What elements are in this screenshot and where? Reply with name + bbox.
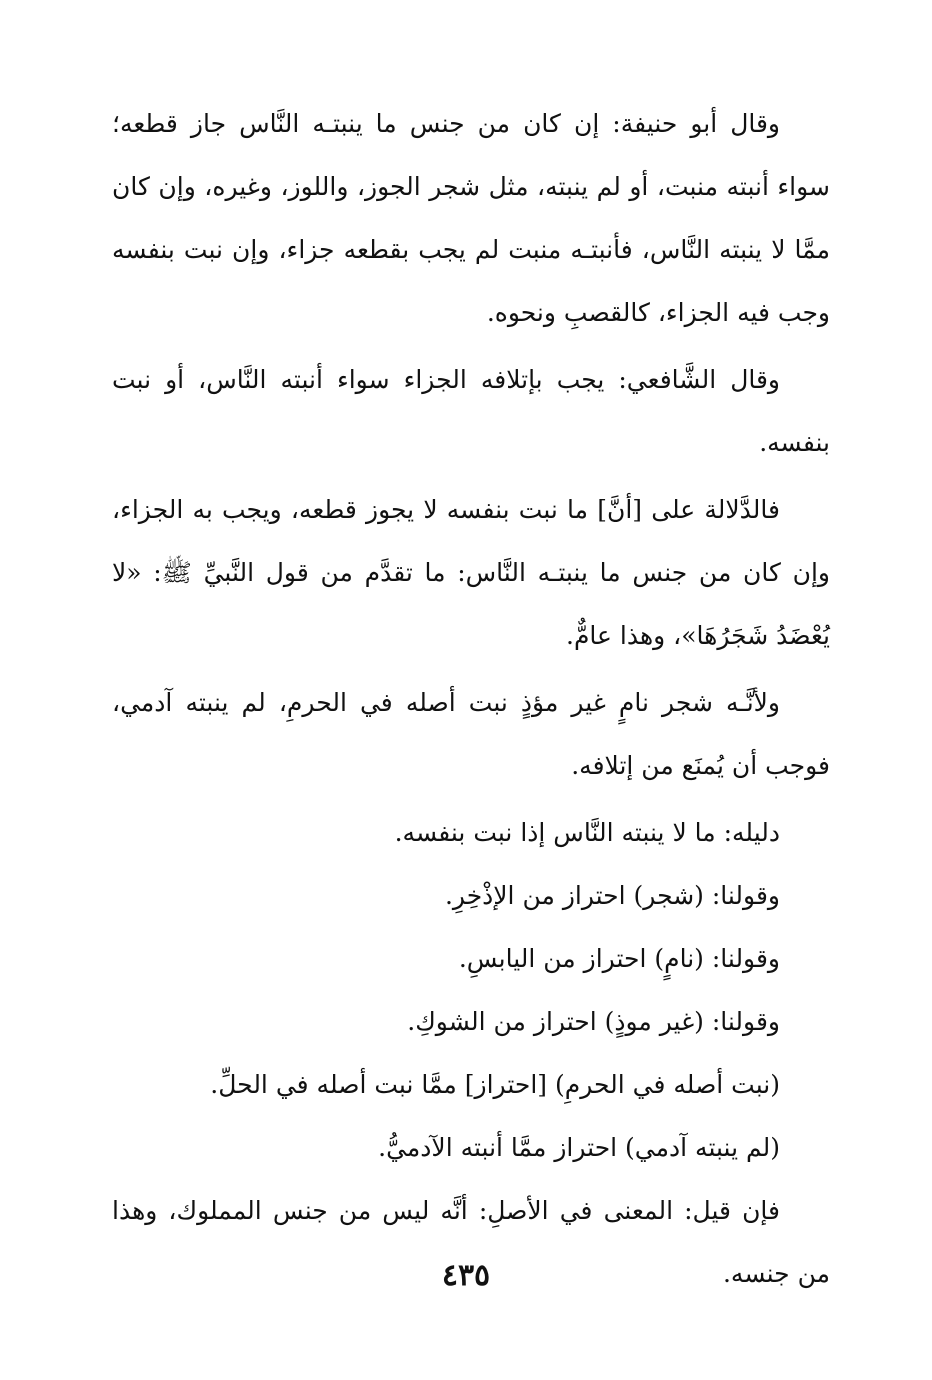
page-number: ٤٣٥	[441, 1258, 491, 1293]
list-line-harmless: وقولنا: (غير موذٍ) احتراز من الشوكِ.	[407, 1007, 780, 1036]
list-line-haram: (نبت أصله في الحرمِ) [احتراز] ممَّا نبت أصله في الحلِّ.	[210, 1070, 780, 1099]
paragraph-evidence: فالدَّلالة على [أنَّ] ما نبت بنفسه لا يجوز قطعه، ويجب به الجزاء، وإن كان من جنس ما ينبتـه النَّاس: ما تقدَّم من قول النَّبيِّ ﷺ: «لا يُعْضَدُ شَجَرُهَا»، وهذا عامٌّ.	[112, 495, 830, 650]
paragraph-reasoning: ولأنَّـه شجر نامٍ غير مؤذٍ نبت أصله في الحرمِ، لم ينبته آدمي، فوجب أن يُمنَع من إتلافه.	[112, 688, 830, 780]
list-line-tree: وقولنا: (شجر) احتراز من الإذْخِرِ.	[444, 881, 780, 910]
page-body	[112, 92, 830, 1309]
list-line-growing: وقولنا: (نامٍ) احتراز من اليابسِ.	[458, 944, 780, 973]
paragraph-abu-hanifa: وقال أبو حنيفة: إن كان من جنس ما ينبتـه النَّاس جاز قطعه؛ سواء أنبته منبت، أو لم ينبته، مثل شجر الجوز، واللوز، وغيره، وإن كان ممَّا لا ينبته النَّاس، فأنبتـه منبت لم يجب بقطعه جزاء، وإن نبت بنفسه وجب فيه الجزاء، كالقصبِ ونحوه.	[112, 109, 830, 327]
paragraph-objection: فإن قيل: المعنى في الأصلِ: أنَّه ليس من جنس المملوك، وهذا من جنسه.	[112, 1196, 830, 1288]
paragraph-shafii: وقال الشَّافعي: يجب بإتلافه الجزاء سواء أنبته النَّاس، أو نبت بنفسه.	[112, 365, 830, 457]
list-line-proof: دليله: ما لا ينبته النَّاس إذا نبت بنفسه.	[394, 818, 780, 847]
list-line-human: (لم ينبته آدمي) احتراز ممَّا أنبته الآدميُّ.	[378, 1133, 780, 1162]
